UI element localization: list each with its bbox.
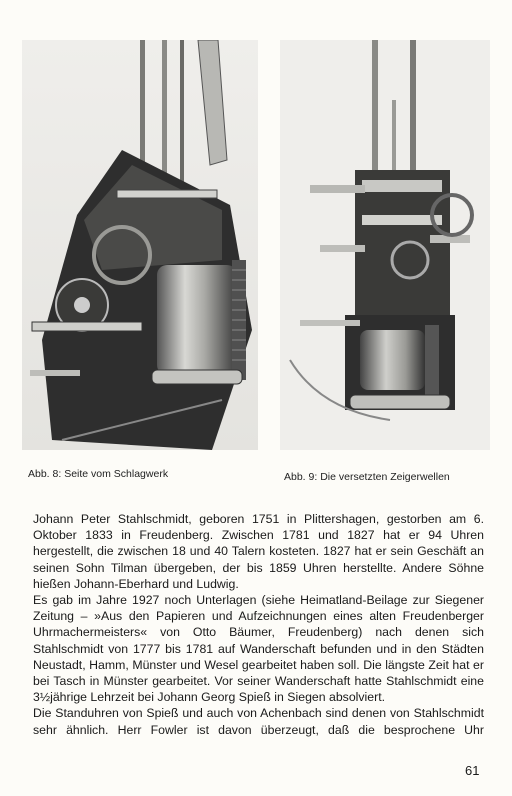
figure-9-caption: Abb. 9: Die versetzten Zeigerwellen <box>284 471 450 483</box>
figure-8-caption: Abb. 8: Seite vom Schlagwerk <box>28 468 169 480</box>
paragraph-2: Es gab im Jahre 1927 noch Unterlagen (siehe Heimatland-Beilage zur Siegener Zeitung – »Aus den Papieren und Aufzeichnungen eines alten Freudenberger Uhrmachermeisters« von Otto Bäumer, Freudenberg) nach denen sich Stahlschmidt von 1777 bis 1781 auf Wanderschaft befunden und in den Städten Neustadt, Hamm, Münster und Wesel gearbeitet haben soll. Die längste Zeit hat er bei Tasch in Münster gearbeitet. Vor seiner Wanderschaft hatte Stahlschmidt eine 3½jährige Lehrzeit bei Johann Georg Spieß in Siegen absolviert. <box>33 593 484 705</box>
body-text <box>33 511 484 738</box>
paragraph-1: Johann Peter Stahlschmidt, geboren 1751 in Plittershagen, gestorben am 6. Oktober 1833 in Freudenberg. Zwischen 1781 und 1827 hat er 94 Uhren hergestellt, die zwischen 18 und 40 Talern kosteten. 1827 hat er sein Geschäft an seinen Sohn Tilman übergeben, der bis 1859 Uhren herstellte. Andere Söhne hießen Johann-Eberhard und Ludwig. <box>33 512 484 591</box>
figure-8-photo <box>22 40 258 450</box>
page-number: 61 <box>465 763 480 778</box>
figure-9-photo <box>280 40 490 450</box>
paragraph-3: Die Standuhren von Spieß und auch von Achenbach sind denen von Stahlschmidt sehr ähnlich. Herr Fowler ist davon überzeugt, daß die besprochene Uhr <box>33 706 484 737</box>
